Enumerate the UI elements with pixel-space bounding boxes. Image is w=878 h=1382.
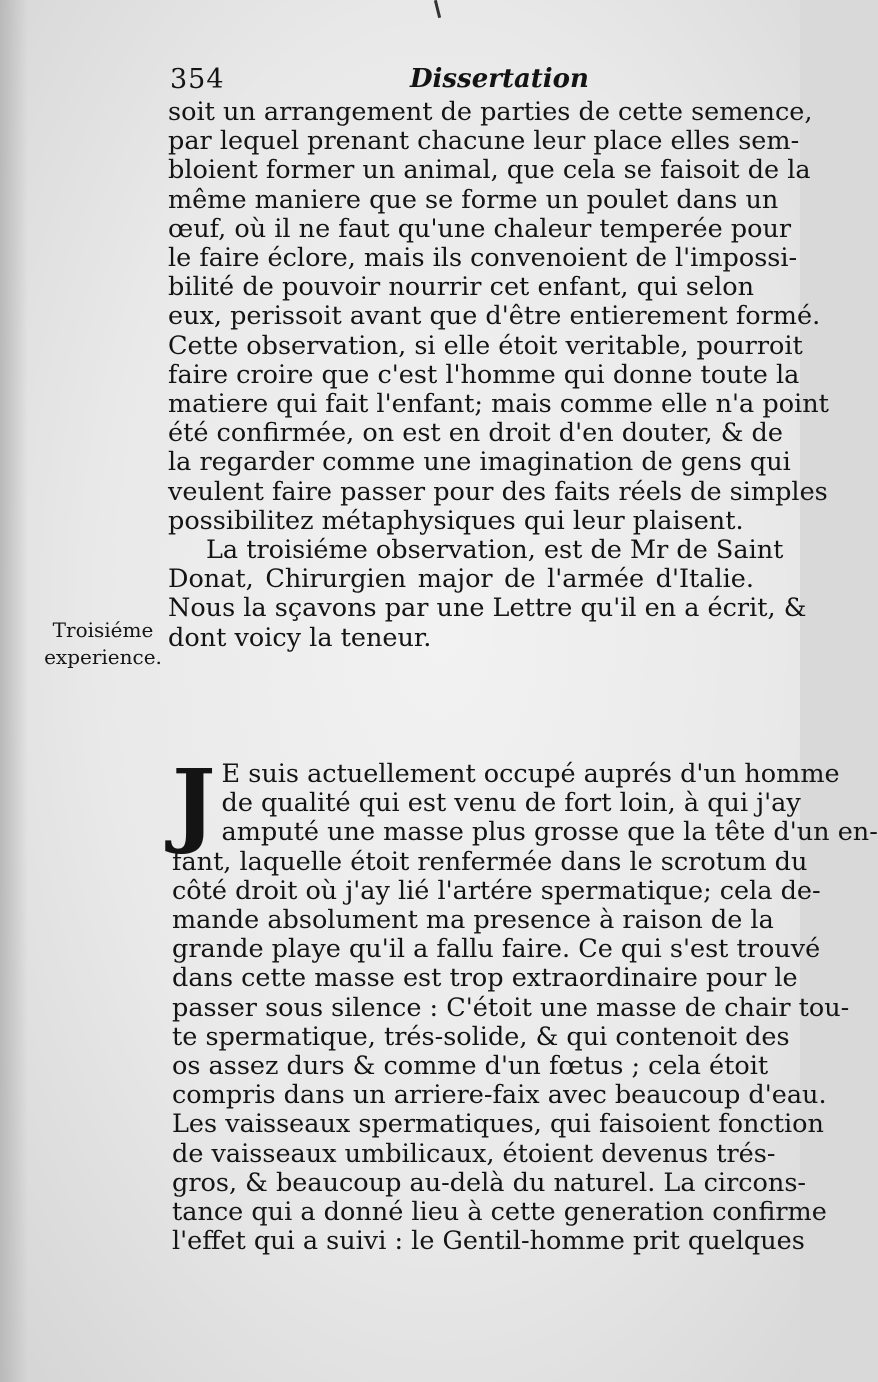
binding-shadow [0, 0, 28, 1382]
main-text [168, 97, 829, 653]
letter-text [172, 749, 878, 1257]
running-title: Dissertation [410, 64, 589, 94]
text-line: La troisiéme observation, est de Mr de Saint [206, 535, 784, 566]
text-line: de vaisseaux umbilicaux, étoient devenus trés- [172, 1138, 776, 1169]
text-line: grande playe qu'il a fallu faire. Ce qui s'est trouvé [172, 934, 821, 965]
text-line: Nous la sçavons par une Lettre qu'il en a écrit, & [168, 593, 807, 624]
text-line: côté droit où j'ay lié l'artére spermatique; cela de- [172, 875, 821, 906]
text-line: bloient former un animal, que cela se faisoit de la [168, 155, 811, 186]
page-number: 354 [170, 64, 225, 95]
text-line: amputé une masse plus grosse que la tête d'un en- [221, 817, 878, 848]
page-header [170, 58, 770, 98]
text-line: bilité de pouvoir nourrir cet enfant, qui selon [168, 272, 754, 303]
margin-note-line: experience. [44, 645, 162, 669]
margin-note [38, 617, 168, 671]
text-line: tance qui a donné lieu à cette generation confirme [172, 1197, 827, 1228]
text-line: veulent faire passer pour des faits réels de simples [168, 476, 828, 507]
text-line: matiere qui fait l'enfant; mais comme elle n'a point [168, 389, 829, 420]
text-line: te spermatique, trés-solide, & qui contenoit des [172, 1021, 790, 1052]
margin-note-line: Troisiéme [52, 618, 154, 642]
text-line: eux, perissoit avant que d'être entierement formé. [168, 301, 821, 332]
text-line: Cette observation, si elle étoit veritable, pourroit [168, 330, 803, 361]
text-line: faire croire que c'est l'homme qui donne toute la [168, 359, 800, 390]
text-line: os assez durs & comme d'un fœtus ; cela étoit [172, 1051, 769, 1082]
text-line: fant, laquelle étoit renfermée dans le scrotum du [172, 846, 808, 877]
text-line: gros, & beaucoup au-delà du naturel. La circons- [172, 1167, 807, 1198]
text-line: par lequel prenant chacune leur place elles sem- [168, 126, 800, 157]
text-line: été confirmée, on est en droit d'en douter, & de [168, 418, 783, 449]
page-mark [434, 0, 441, 18]
text-line: le faire éclore, mais ils convenoient de l'impossi- [168, 243, 798, 274]
text-line: passer sous silence : C'étoit une masse de chair tou- [172, 992, 850, 1023]
text-line: compris dans un arriere-faix avec beaucoup d'eau. [172, 1080, 827, 1111]
text-line: Les vaisseaux spermatiques, qui faisoient fonction [172, 1109, 824, 1140]
text-line: même maniere que se forme un poulet dans un [168, 184, 779, 215]
text-line: Donat, Chirurgien major de l'armée d'Italie. [168, 564, 754, 595]
text-line: dont voicy la teneur. [168, 622, 432, 653]
text-line: l'effet qui a suivi : le Gentil-homme prit quelques [172, 1226, 805, 1257]
text-line: la regarder comme une imagination de gens qui [168, 447, 791, 478]
text-line: E suis actuellement occupé auprés d'un homme [221, 759, 840, 789]
text-line: de qualité qui est venu de fort loin, à qui j'ay [221, 788, 801, 819]
text-line: soit un arrangement de parties de cette semence, [168, 97, 813, 127]
text-line: dans cette masse est trop extraordinaire pour le [172, 963, 798, 994]
text-line: œuf, où il ne faut qu'une chaleur temperée pour [168, 213, 792, 244]
text-line: possibilitez métaphysiques qui leur plaisent. [168, 505, 744, 536]
text-line: mande absolument ma presence à raison de la [172, 905, 774, 936]
drop-cap: J [172, 749, 216, 857]
